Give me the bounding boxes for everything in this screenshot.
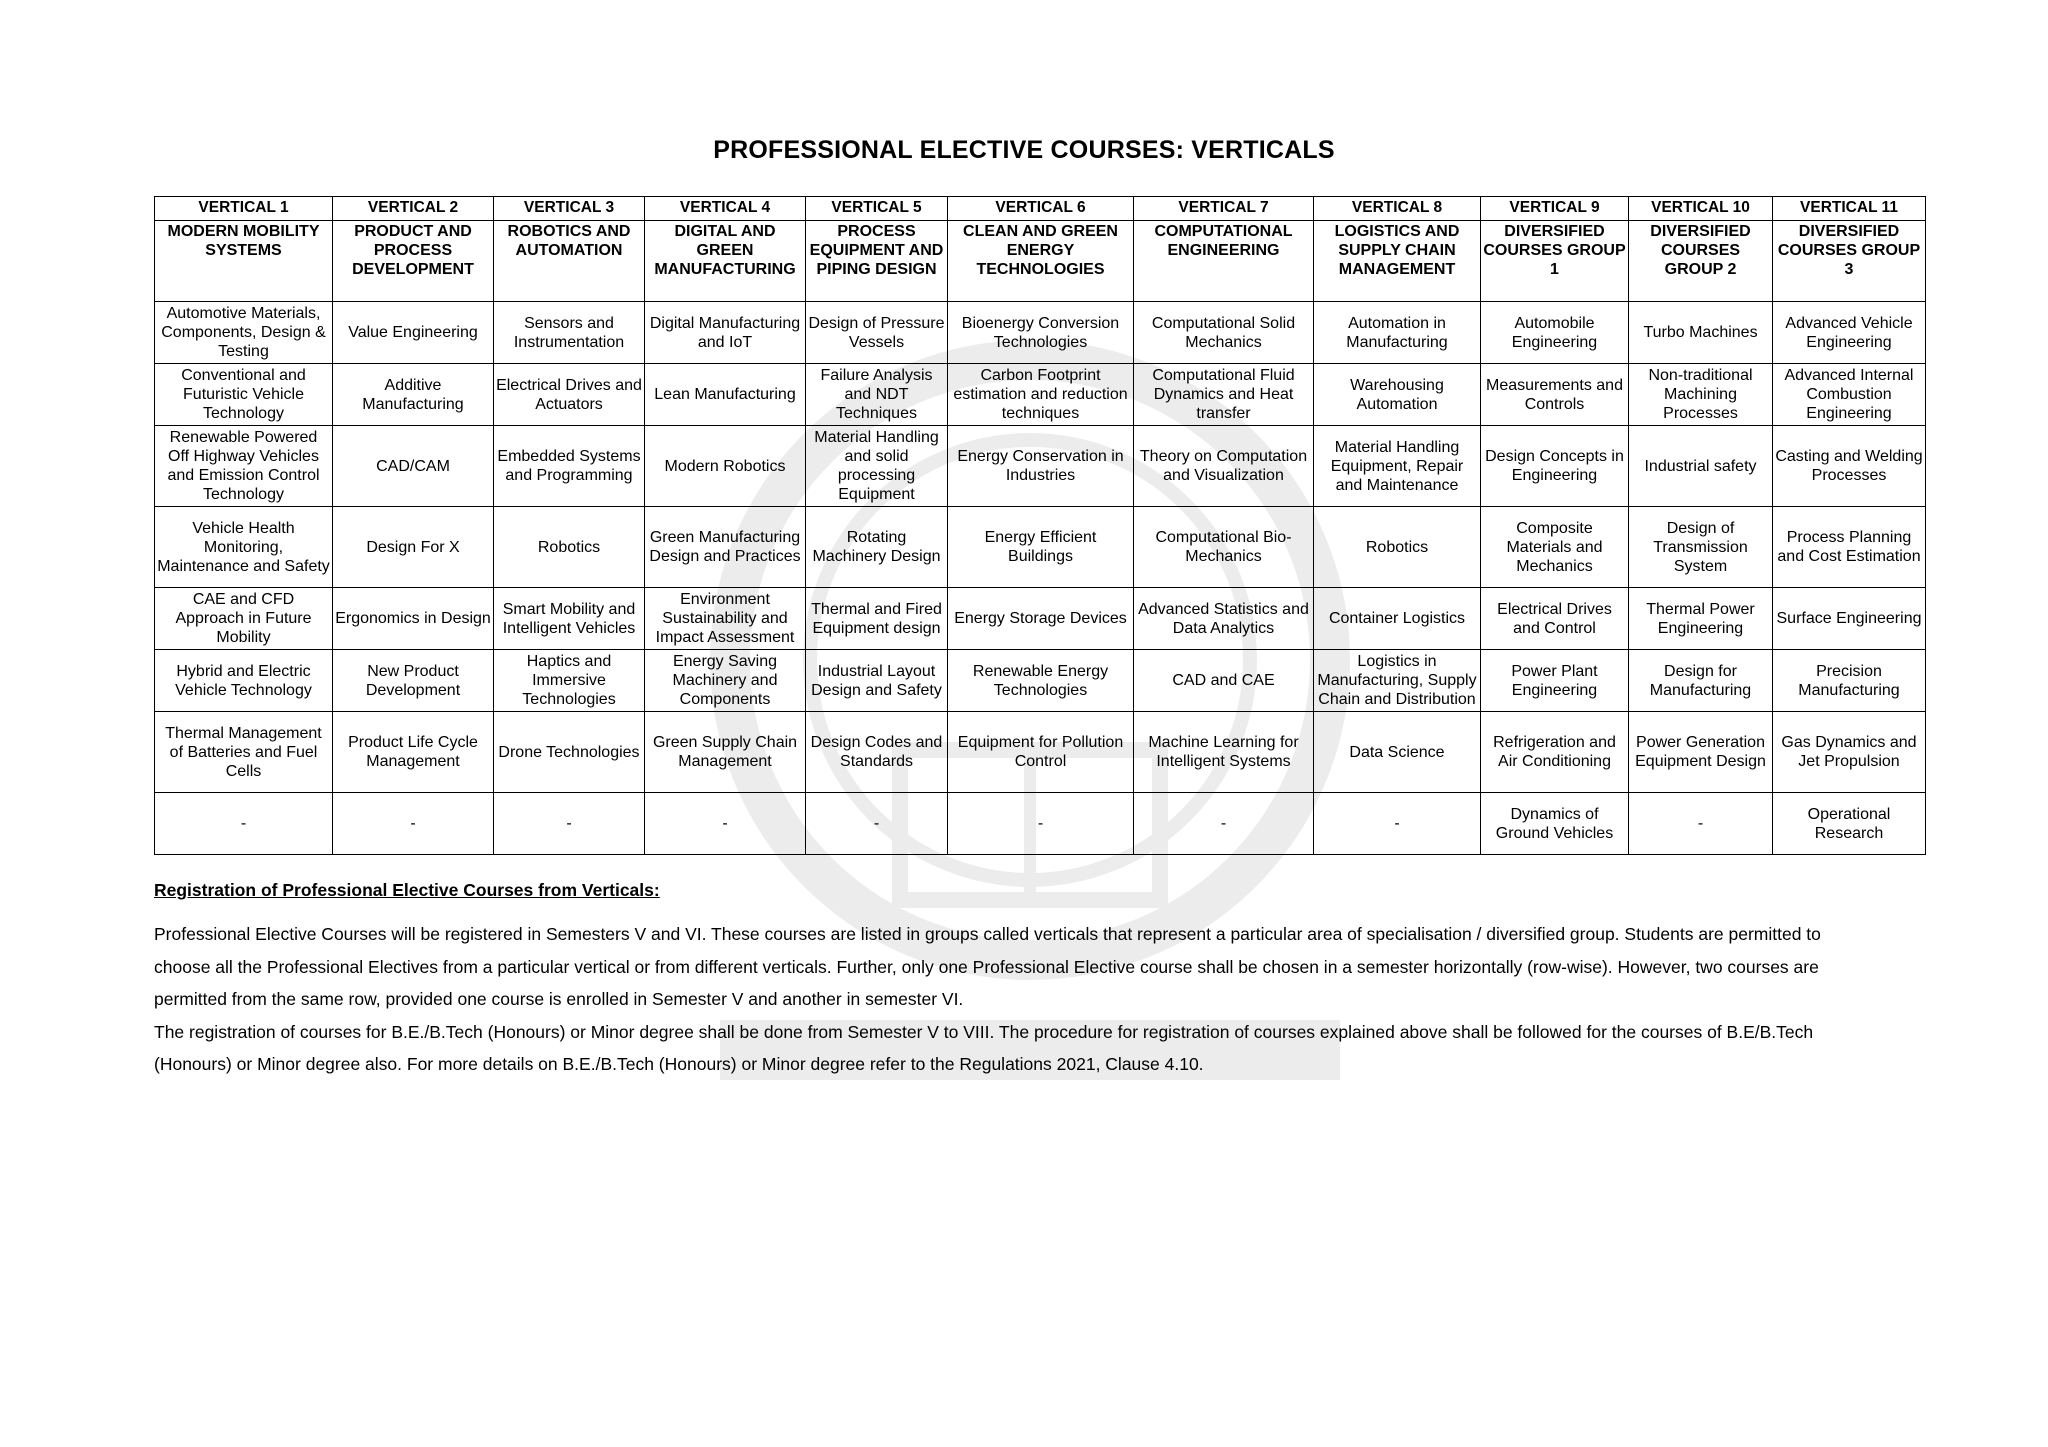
course-cell: Logistics in Manufacturing, Supply Chain and Distribution <box>1314 650 1481 712</box>
course-cell: Data Science <box>1314 712 1481 793</box>
vertical-number-cell: VERTICAL 9 <box>1481 197 1629 221</box>
course-cell: Smart Mobility and Intelligent Vehicles <box>494 588 645 650</box>
course-cell: Modern Robotics <box>645 426 806 507</box>
course-cell: - <box>333 793 494 855</box>
course-cell: Green Supply Chain Management <box>645 712 806 793</box>
course-cell: Hybrid and Electric Vehicle Technology <box>155 650 333 712</box>
course-cell: Product Life Cycle Management <box>333 712 494 793</box>
course-cell: Design of Pressure Vessels <box>806 302 948 364</box>
course-cell: Design of Transmission System <box>1629 507 1773 588</box>
course-cell: Design For X <box>333 507 494 588</box>
course-cell: Refrigeration and Air Conditioning <box>1481 712 1629 793</box>
course-cell: Power Generation Equipment Design <box>1629 712 1773 793</box>
course-cell: Drone Technologies <box>494 712 645 793</box>
vertical-name-cell: DIVERSIFIED COURSES GROUP 2 <box>1629 221 1773 302</box>
course-cell: Energy Saving Machinery and Components <box>645 650 806 712</box>
course-cell: Operational Research <box>1773 793 1926 855</box>
course-cell: Rotating Machinery Design <box>806 507 948 588</box>
course-cell: - <box>645 793 806 855</box>
course-cell: Automobile Engineering <box>1481 302 1629 364</box>
course-cell: Conventional and Futuristic Vehicle Technology <box>155 364 333 426</box>
course-cell: Material Handling and solid processing Equipment <box>806 426 948 507</box>
course-cell: Sensors and Instrumentation <box>494 302 645 364</box>
course-cell: CAD/CAM <box>333 426 494 507</box>
vertical-name-cell: COMPUTATIONAL ENGINEERING <box>1134 221 1314 302</box>
course-cell: Ergonomics in Design <box>333 588 494 650</box>
course-cell: Design for Manufacturing <box>1629 650 1773 712</box>
course-cell: Energy Storage Devices <box>948 588 1134 650</box>
vertical-name-cell: DIVERSIFIED COURSES GROUP 3 <box>1773 221 1926 302</box>
course-row <box>155 712 1926 793</box>
vertical-number-cell: VERTICAL 6 <box>948 197 1134 221</box>
vertical-number-cell: VERTICAL 4 <box>645 197 806 221</box>
course-cell: Green Manufacturing Design and Practices <box>645 507 806 588</box>
vertical-name-cell: CLEAN AND GREEN ENERGY TECHNOLOGIES <box>948 221 1134 302</box>
vertical-name-cell: PRODUCT AND PROCESS DEVELOPMENT <box>333 221 494 302</box>
course-cell: Lean Manufacturing <box>645 364 806 426</box>
course-cell: Container Logistics <box>1314 588 1481 650</box>
course-cell: New Product Development <box>333 650 494 712</box>
course-row <box>155 650 1926 712</box>
course-cell: - <box>1629 793 1773 855</box>
vertical-number-cell: VERTICAL 3 <box>494 197 645 221</box>
registration-text <box>154 918 1834 1081</box>
vertical-number-cell: VERTICAL 2 <box>333 197 494 221</box>
vertical-number-row <box>155 197 1926 221</box>
course-cell: CAE and CFD Approach in Future Mobility <box>155 588 333 650</box>
course-cell: Dynamics of Ground Vehicles <box>1481 793 1629 855</box>
registration-heading: Registration of Professional Elective Courses from Verticals: <box>154 880 660 900</box>
course-cell: Process Planning and Cost Estimation <box>1773 507 1926 588</box>
course-row <box>155 364 1926 426</box>
vertical-name-cell: MODERN MOBILITY SYSTEMS <box>155 221 333 302</box>
vertical-name-cell: DIVERSIFIED COURSES GROUP 1 <box>1481 221 1629 302</box>
registration-paragraph-1: Professional Elective Courses will be registered in Semesters V and VI. These courses are listed in groups called verticals that represent a particular area of specialisation / diversified group. Students are permitted to choose all the Professional Electives from a particular vertical or from different verticals. Further, only one Professional Elective course shall be chosen in a semester horizontally (row-wise). However, two courses are permitted from the same row, provided one course is enrolled in Semester V and another in semester VI. <box>154 924 1821 1009</box>
vertical-name-row <box>155 221 1926 302</box>
course-cell: Computational Fluid Dynamics and Heat transfer <box>1134 364 1314 426</box>
course-cell: Design Concepts in Engineering <box>1481 426 1629 507</box>
course-cell: Computational Bio-Mechanics <box>1134 507 1314 588</box>
course-cell: Digital Manufacturing and IoT <box>645 302 806 364</box>
course-cell: Warehousing Automation <box>1314 364 1481 426</box>
course-cell: - <box>1134 793 1314 855</box>
course-cell: Environment Sustainability and Impact Assessment <box>645 588 806 650</box>
course-cell: Industrial Layout Design and Safety <box>806 650 948 712</box>
course-cell: - <box>948 793 1134 855</box>
course-cell: - <box>1314 793 1481 855</box>
course-cell: Casting and Welding Processes <box>1773 426 1926 507</box>
course-cell: Advanced Vehicle Engineering <box>1773 302 1926 364</box>
course-cell: Vehicle Health Monitoring, Maintenance and Safety <box>155 507 333 588</box>
course-cell: Thermal Power Engineering <box>1629 588 1773 650</box>
course-cell: Electrical Drives and Control <box>1481 588 1629 650</box>
course-cell: Failure Analysis and NDT Techniques <box>806 364 948 426</box>
course-cell: Value Engineering <box>333 302 494 364</box>
course-cell: Advanced Internal Combustion Engineering <box>1773 364 1926 426</box>
vertical-number-cell: VERTICAL 5 <box>806 197 948 221</box>
course-cell: Renewable Powered Off Highway Vehicles and Emission Control Technology <box>155 426 333 507</box>
course-cell: Design Codes and Standards <box>806 712 948 793</box>
course-cell: Computational Solid Mechanics <box>1134 302 1314 364</box>
course-cell: Automotive Materials, Components, Design & Testing <box>155 302 333 364</box>
course-row <box>155 302 1926 364</box>
course-row <box>155 426 1926 507</box>
course-cell: - <box>494 793 645 855</box>
verticals-table <box>154 196 1926 855</box>
vertical-number-cell: VERTICAL 8 <box>1314 197 1481 221</box>
vertical-name-cell: DIGITAL AND GREEN MANUFACTURING <box>645 221 806 302</box>
course-cell: Robotics <box>1314 507 1481 588</box>
course-cell: Theory on Computation and Visualization <box>1134 426 1314 507</box>
course-cell: Machine Learning for Intelligent Systems <box>1134 712 1314 793</box>
course-cell: Haptics and Immersive Technologies <box>494 650 645 712</box>
course-cell: Power Plant Engineering <box>1481 650 1629 712</box>
course-cell: Equipment for Pollution Control <box>948 712 1134 793</box>
vertical-name-cell: PROCESS EQUIPMENT AND PIPING DESIGN <box>806 221 948 302</box>
course-cell: Renewable Energy Technologies <box>948 650 1134 712</box>
registration-paragraph-2: The registration of courses for B.E./B.Tech (Honours) or Minor degree shall be done from Semester V to VIII. The procedure for registration of courses explained above shall be followed for the courses of B.E/B.Tech (Honours) or Minor degree also. For more details on B.E./B.Tech (Honours) or Minor degree refer to the Regulations 2021, Clause 4.10. <box>154 1021 1814 1074</box>
course-cell: Energy Conservation in Industries <box>948 426 1134 507</box>
course-cell: Automation in Manufacturing <box>1314 302 1481 364</box>
course-cell: Composite Materials and Mechanics <box>1481 507 1629 588</box>
vertical-name-cell: ROBOTICS AND AUTOMATION <box>494 221 645 302</box>
course-row <box>155 588 1926 650</box>
course-cell: - <box>155 793 333 855</box>
course-cell: Carbon Footprint estimation and reduction techniques <box>948 364 1134 426</box>
course-cell: Thermal Management of Batteries and Fuel Cells <box>155 712 333 793</box>
vertical-number-cell: VERTICAL 11 <box>1773 197 1926 221</box>
course-cell: Embedded Systems and Programming <box>494 426 645 507</box>
course-cell: Industrial safety <box>1629 426 1773 507</box>
course-row <box>155 507 1926 588</box>
course-cell: Bioenergy Conversion Technologies <box>948 302 1134 364</box>
course-cell: Gas Dynamics and Jet Propulsion <box>1773 712 1926 793</box>
course-cell: Electrical Drives and Actuators <box>494 364 645 426</box>
course-cell: Measurements and Controls <box>1481 364 1629 426</box>
course-cell: Material Handling Equipment, Repair and Maintenance <box>1314 426 1481 507</box>
course-cell: Precision Manufacturing <box>1773 650 1926 712</box>
course-cell: CAD and CAE <box>1134 650 1314 712</box>
course-cell: Energy Efficient Buildings <box>948 507 1134 588</box>
vertical-number-cell: VERTICAL 7 <box>1134 197 1314 221</box>
course-cell: Thermal and Fired Equipment design <box>806 588 948 650</box>
course-cell: Additive Manufacturing <box>333 364 494 426</box>
course-cell: Advanced Statistics and Data Analytics <box>1134 588 1314 650</box>
page-title: PROFESSIONAL ELECTIVE COURSES: VERTICALS <box>713 136 1335 164</box>
course-cell: Robotics <box>494 507 645 588</box>
course-cell: - <box>806 793 948 855</box>
vertical-name-cell: LOGISTICS AND SUPPLY CHAIN MANAGEMENT <box>1314 221 1481 302</box>
course-cell: Turbo Machines <box>1629 302 1773 364</box>
course-cell: Non-traditional Machining Processes <box>1629 364 1773 426</box>
course-cell: Surface Engineering <box>1773 588 1926 650</box>
vertical-number-cell: VERTICAL 1 <box>155 197 333 221</box>
course-row <box>155 793 1926 855</box>
vertical-number-cell: VERTICAL 10 <box>1629 197 1773 221</box>
